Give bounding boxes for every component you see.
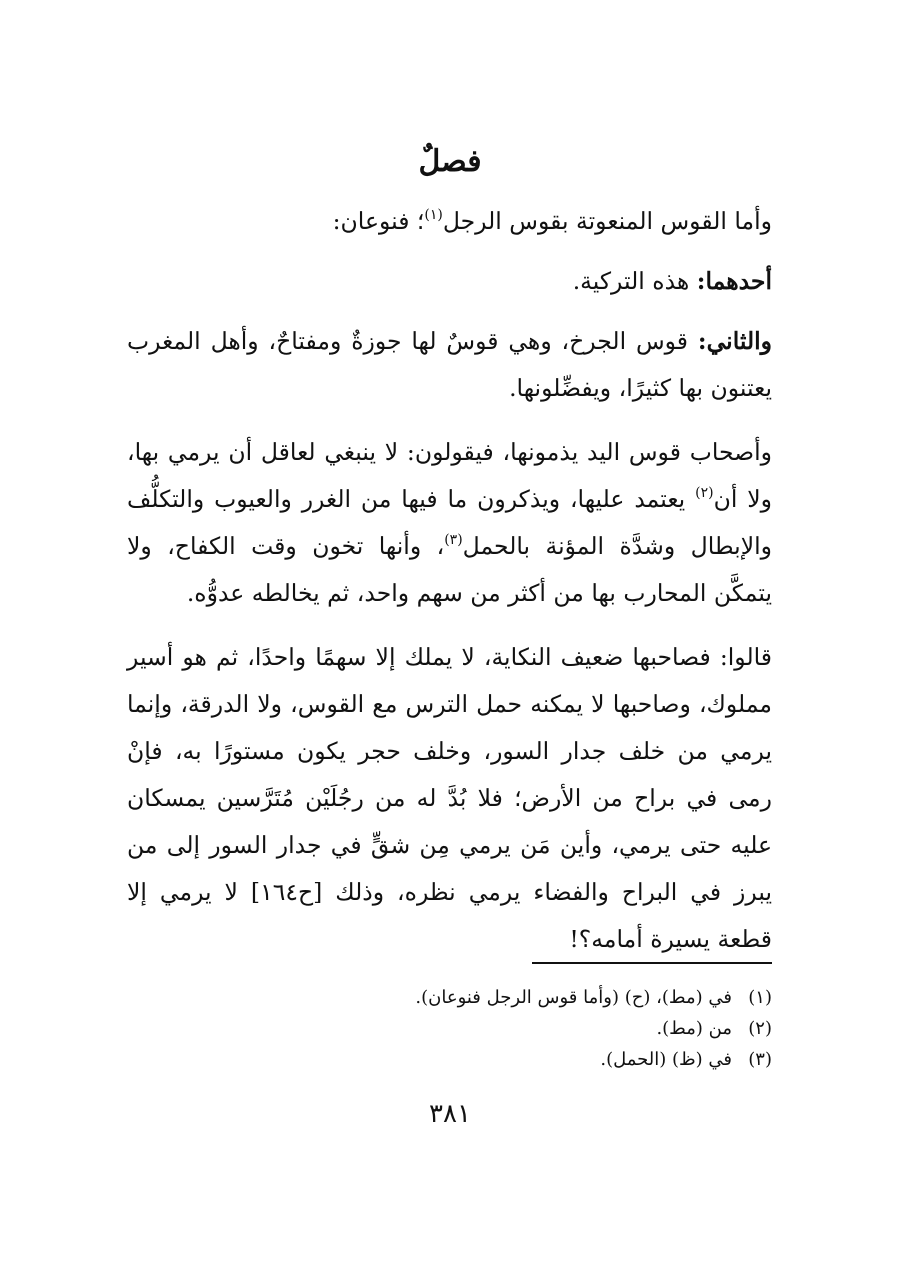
footnotes xyxy=(127,982,772,1075)
intro-text-end: ؛ فنوعان: xyxy=(332,207,425,235)
footnote-divider xyxy=(532,962,772,964)
footnote-ref-1: (١) xyxy=(424,207,443,223)
main-text xyxy=(127,198,772,980)
first-type-text: هذه التركية. xyxy=(572,267,697,295)
footnote-text: في (ظ) (الحمل). xyxy=(600,1049,732,1070)
paragraph-critics xyxy=(127,429,772,617)
footnote-text: في (مط)، (ح) (وأما قوس الرجل فنوعان). xyxy=(415,987,732,1008)
page-number: ٣٨١ xyxy=(429,1099,471,1129)
footnote-text: من (مط). xyxy=(656,1018,732,1039)
paragraph-they-said xyxy=(127,634,772,963)
footnote-number: (١) xyxy=(748,987,772,1008)
footnote-1 xyxy=(127,982,772,1013)
second-type-text: قوس الجرخ، وهي قوسٌ لها جوزةٌ ومفتاحٌ، وأهل المغرب يعتنون بها كثيرًا، ويفضِّلونها. xyxy=(127,327,772,402)
first-type-lead: أحدهما: xyxy=(696,267,772,295)
footnote-number: (٣) xyxy=(748,1049,772,1070)
second-type-lead: والثاني: xyxy=(697,327,772,355)
footnote-number: (٢) xyxy=(748,1018,772,1039)
critics-text-3: ، وأنها تخون وقت الكفاح، ولا يتمكَّن المحارب بها من أكثر من سهم واحد، ثم يخالطه عدوُّه. xyxy=(127,532,772,607)
footnote-ref-3: (٣) xyxy=(444,532,463,548)
footnote-ref-2: (٢) xyxy=(695,485,714,501)
section-title: فصلٌ xyxy=(418,144,482,179)
footnote-3 xyxy=(127,1044,772,1075)
critics-text-1: وأصحاب قوس اليد يذمونها، فيقولون: لا ينبغي لعاقل أن يرمي بها، ولا أن xyxy=(127,438,772,513)
paragraph-first-type xyxy=(127,258,772,305)
paragraph-intro xyxy=(127,198,772,245)
footnote-2 xyxy=(127,1013,772,1044)
critics-text-2: يعتمد عليها، ويذكرون ما فيها من الغرر والعيوب والتكلُّف والإبطال وشدَّة المؤنة بالحمل xyxy=(127,485,772,560)
paragraph-second-type xyxy=(127,318,772,412)
they-said-text: قالوا: فصاحبها ضعيف النكاية، لا يملك إلا سهمًا واحدًا، ثم هو أسير مملوك، وصاحبها لا يمكنه حمل الترس مع القوس، ولا الدرقة، وإنما يرمي من خلف جدار السور، وخلف حجر يكون مستورًا به، فإنْ رمى في براح من الأرض؛ فلا بُدَّ له من رجُلَيْن مُتَرَّسين يمسكان عليه حتى يرمي، وأين مَن يرمي مِن شقٍّ في جدار السور إلى من يبرز في البراح والفضاء يرمي نظره، وذلك [ح١٦٤] لا يرمي إلا قطعة يسيرة أمامه؟! xyxy=(127,643,773,953)
intro-text: وأما القوس المنعوتة بقوس الرجل xyxy=(442,207,772,235)
